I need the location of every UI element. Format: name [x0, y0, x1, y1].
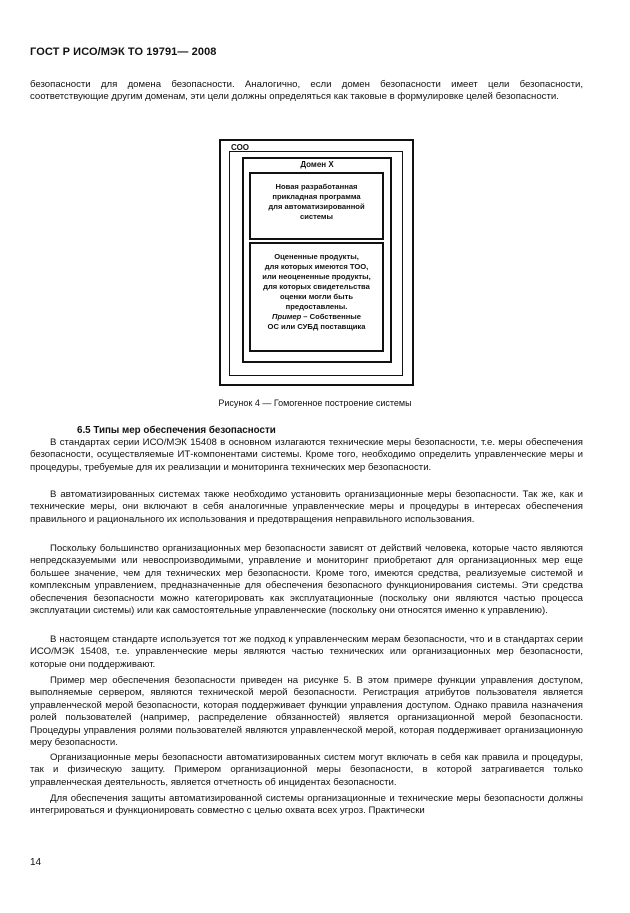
page-number: 14 [30, 857, 42, 868]
section-paragraph: В автоматизированных системах также необходимо установить организационные меры безопасности. Так же, как и технические меры, они включают в себя аналогичные управленческие меры и процедуры в интересах обеспечения правильного и рационального их использования и предотвращения неправильного использования. [30, 489, 583, 525]
figure-box2-example-line [251, 312, 382, 322]
section-paragraph: Для обеспечения защиты автоматизированной системы организационные и технические меры безопасности должны интегрироваться и функционировать совместно с целью охвата всех угроз. Практически [30, 793, 583, 817]
section-paragraph: Организационные меры безопасности автоматизированных систем могут включать в себя как правила и процедуры, так и физическую защиту. Примером организационной меры безопасности, в которой затрагивается только управленческая деятельность, является отчетность об инцидентах безопасности. [30, 752, 583, 788]
section-paragraph: В стандартах серии ИСО/МЭК 15408 в основном излагаются технические меры безопасности, т.е. меры обеспечения безопасности, осуществляемые ИТ-компонентами системы. Кроме того, необходимо определить управленческие меры и процедуры, требуемые для их реализации и мониторинга технических мер безопасности. [30, 437, 583, 473]
section-paragraph: Поскольку большинство организационных мер безопасности зависят от действий человека, которые часто являются непредсказуемыми или невоспроизводимыми, управление и мониторинг приобретают для организационных мер еще большее значение, чем для технических мер безопасности. Кроме того, имеются средства, реализуемые системой и комплексным управлением, предназначенные для обеспечения безопасного функционирования системы. Эти средства обеспечения безопасности можно категорировать как эксплуатационные (поскольку они являются частью процесса эксплуатации системы) или как самостоятельные управленческие (поскольку они относятся именно к управлению). [30, 543, 583, 617]
intro-paragraph: безопасности для домена безопасности. Аналогично, если домен безопасности имеет цели безопасности, соответствующие другим доменам, эти цели должны определяться как таковые в формулировке целей безопасности. [30, 79, 583, 103]
figure-application-box [249, 172, 384, 240]
figure-box2-line: оценки могли быть [280, 292, 353, 301]
figure-box2-line: Оцененные продукты, [274, 252, 359, 261]
figure-box1-line: прикладная программа [272, 192, 361, 201]
figure-box2-line: ОС или СУБД поставщика [267, 322, 366, 331]
section-paragraph: Пример мер обеспечения безопасности приведен на рисунке 5. В этом примере функции управления доступом, выполняемые сервером, являются технической мерой безопасности. Регистрация атрибутов пользователя является управленческой мерой безопасности, которая поддерживает функции управления доступом. Однако правила назначения ролей пользователей (например, распределение обязанностей) является организационной мерой безопасности. Процедуры управления ролями пользователей являются управленческой мерой, которая поддерживает организационную меру безопасности. [30, 675, 583, 749]
figure-products-box [249, 242, 384, 352]
section-title: 6.5 Типы мер обеспечения безопасности [77, 425, 276, 436]
figure-example-text: Собственные [307, 312, 361, 321]
figure-caption: Рисунок 4 — Гомогенное построение системы [218, 398, 412, 408]
figure-box2-line: или неоцененные продукты, [262, 272, 371, 281]
figure-box1-line: Новая разработанная [275, 182, 358, 191]
page-header: ГОСТ Р ИСО/МЭК ТО 19791— 2008 [30, 46, 217, 58]
figure-box1-line: системы [299, 212, 334, 221]
figure-box2-line: для которых имеются ТОО, [264, 262, 369, 271]
section-paragraph: В настоящем стандарте используется тот же подход к управленческим мерам безопасности, что и в стандартах серии ИСО/МЭК 15408, т.е. управленческие меры являются частью технических или организационных мер безопасности, которые они поддерживают. [30, 634, 583, 670]
figure-too-label: СОО [231, 143, 250, 152]
figure-example-label: Пример – [271, 312, 308, 321]
figure-box2-line: для которых свидетельства [263, 282, 370, 291]
figure-box2-line: предоставлены. [285, 302, 348, 311]
figure-domain-label: Домен Х [300, 160, 334, 169]
figure-box1-line: для автоматизированной [268, 202, 365, 211]
